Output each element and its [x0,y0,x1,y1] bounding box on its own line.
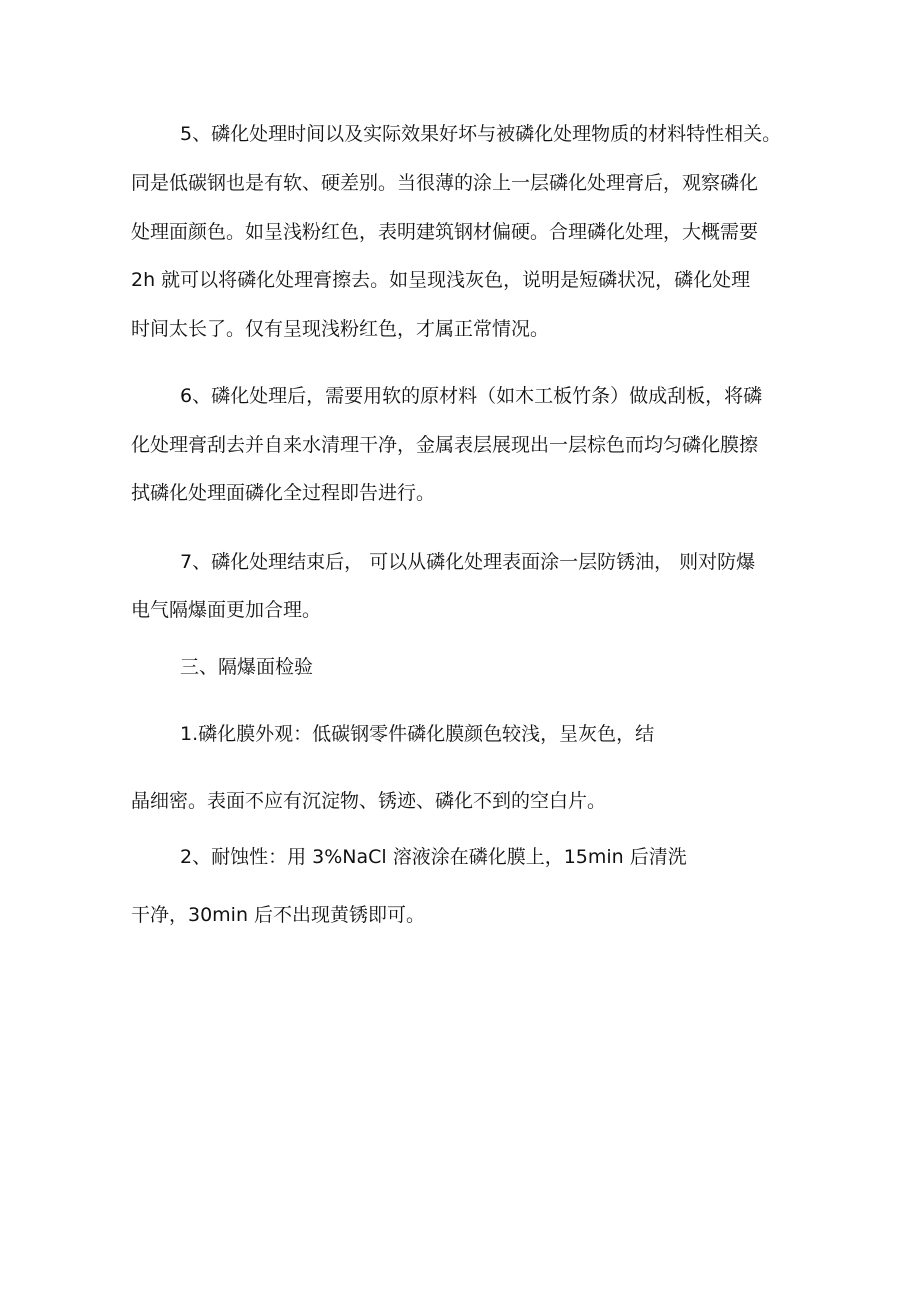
paragraph-5-line-3: 处理面颜色。如呈浅粉红色，表明建筑钢材偏硬。合理磷化处理，大概需要 [131,221,759,243]
item-1-line-2: 晶细密。表面不应有沉淀物、锈迹、磷化不到的空白片。 [131,790,607,812]
item-1-line-1: 1.磷化膜外观：低碳钢零件磷化膜颜色较浅，呈灰色，结 [180,723,655,745]
item-2-line-1: 2、耐蚀性：用 3%NaCl 溶液涂在磷化膜上，15min 后清洗 [180,846,687,868]
paragraph-6-line-2: 化处理膏刮去并自来水清理干净，金属表层展现出一层棕色而均匀磷化膜擦 [131,434,759,456]
paragraph-6-line-1: 6、磷化处理后，需要用软的原材料（如木工板竹条）做成刮板，将磷 [180,385,763,407]
paragraph-7-line-2: 电气隔爆面更加合理。 [131,599,322,621]
paragraph-5-line-2: 同是低碳钢也是有软、硬差别。当很薄的涂上一层磷化处理膏后，观察磷化 [131,172,759,194]
paragraph-7-line-1: 7、磷化处理结束后， 可以从磷化处理表面涂一层防锈油， 则对防爆 [180,551,756,573]
section-3-heading: 三、隔爆面检验 [180,656,314,678]
item-2-line-2: 干净，30min 后不出现黄锈即可。 [131,904,426,926]
paragraph-6-line-3: 拭磷化处理面磷化全过程即告进行。 [131,482,436,504]
paragraph-5-line-1: 5、磷化处理时间以及实际效果好坏与被磷化处理物质的材料特性相关。 [180,123,782,145]
paragraph-5-line-5: 时间太长了。仅有呈现浅粉红色，才属正常情况。 [131,318,550,340]
paragraph-5-line-4: 2h 就可以将磷化处理膏擦去。如呈现浅灰色，说明是短磷状况，磷化处理 [131,269,751,291]
